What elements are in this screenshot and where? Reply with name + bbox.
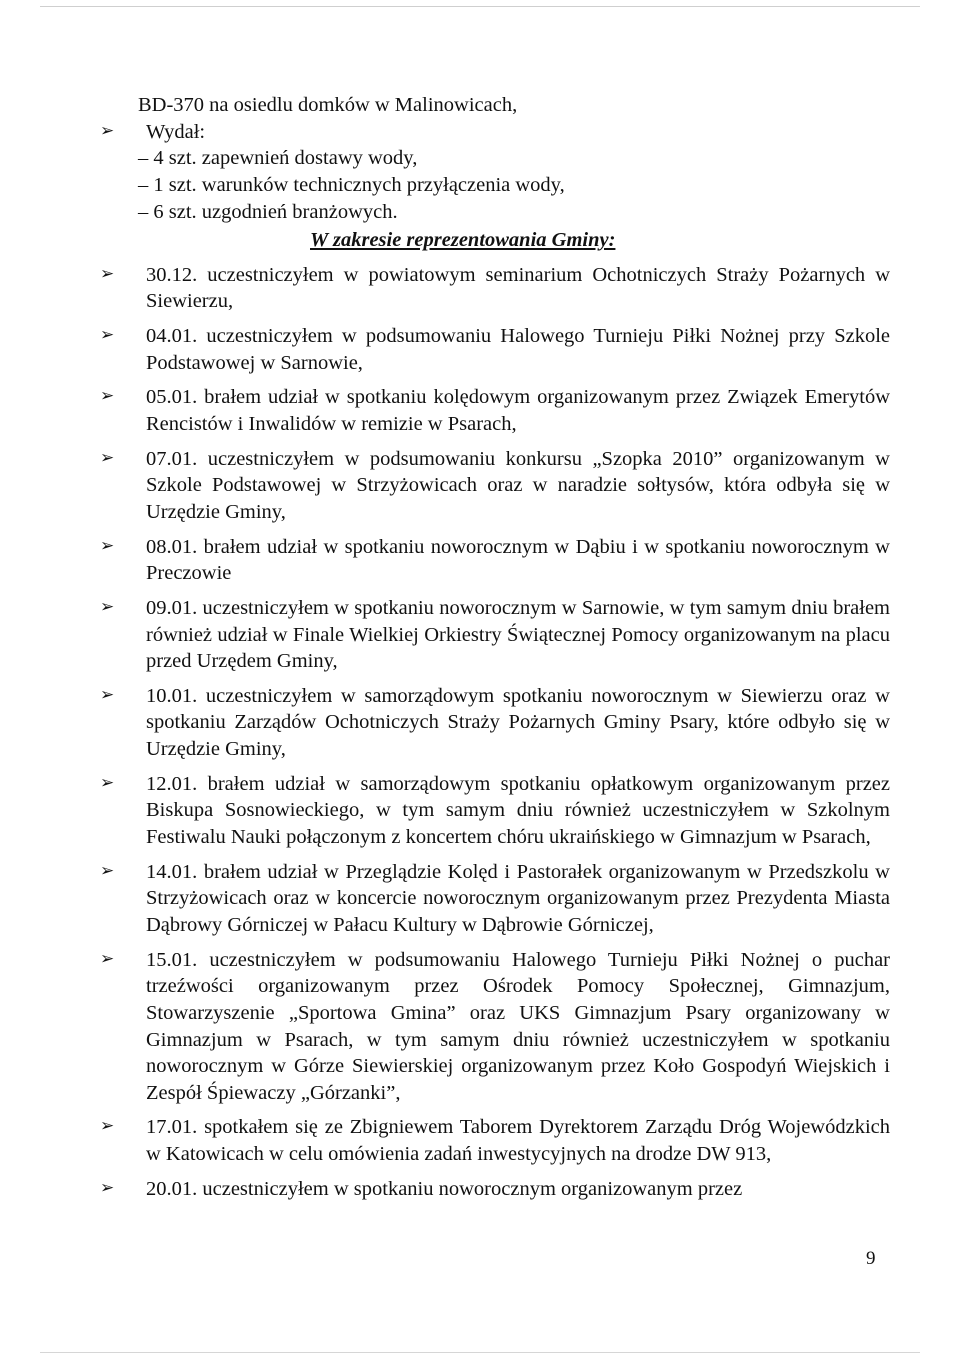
arrowhead-bullet-icon: ➢ [100, 684, 115, 705]
arrowhead-bullet-icon: ➢ [100, 860, 115, 881]
continued-line: BD-370 na osiedlu domków w Malinowicach, [138, 94, 518, 116]
activity-text: 08.01. brałem udział w spotkaniu noworocznym w Dąbiu i w spotkaniu noworocznym w Preczowie [146, 535, 890, 585]
issued-item: – 6 szt. uzgodnień branżowych. [138, 200, 398, 223]
activity-entry [100, 947, 890, 1107]
issued-item: – 4 szt. zapewnień dostawy wody, [138, 147, 418, 170]
arrowhead-bullet-icon: ➢ [100, 1177, 115, 1198]
activity-entry [100, 262, 890, 315]
activity-text: 09.01. uczestniczyłem w spotkaniu noworocznym w Sarnowie, w tym samym dniu brałem również udział w Finale Wielkiej Orkiestry Świątecznej Pomocy organizowanym na placu przed Urzędem Gminy, [146, 596, 890, 673]
activity-text: 05.01. brałem udział w spotkaniu kolędowym organizowanym przez Związek Emerytów Rencistów i Inwalidów w remizie w Psarach, [146, 386, 890, 436]
arrowhead-bullet-icon: ➢ [100, 325, 115, 346]
activity-entry [100, 446, 890, 526]
arrowhead-bullet-icon: ➢ [100, 120, 115, 141]
document-page [100, 92, 890, 1202]
arrowhead-bullet-icon: ➢ [100, 386, 115, 407]
activity-entry [100, 323, 890, 376]
section-heading: W zakresie reprezentowania Gminy: [310, 229, 616, 252]
activity-text: 30.12. uczestniczyłem w powiatowym seminarium Ochotniczych Straży Pożarnych w Siewierzu, [146, 263, 890, 313]
arrowhead-bullet-icon: ➢ [100, 596, 115, 617]
activity-entry [100, 534, 890, 587]
arrowhead-bullet-icon: ➢ [100, 447, 115, 468]
activity-entry [100, 1114, 890, 1167]
activity-text: 10.01. uczestniczyłem w samorządowym spotkaniu noworocznym w Siewierzu oraz w spotkaniu Zarządów Ochotniczych Straży Pożarnych Gminy Psary, które odbyło się w Urzędzie Gminy, [146, 684, 890, 761]
activity-entry [100, 1176, 890, 1203]
activity-entry [100, 683, 890, 763]
issued-heading: Wydał: [146, 120, 206, 143]
activity-text: 04.01. uczestniczyłem w podsumowaniu Halowego Turnieju Piłki Nożnej przy Szkole Podstawowej w Sarnowie, [146, 325, 890, 374]
activity-text: 14.01. brałem udział w Przeglądzie Kolęd i Pastorałek organizowanym w Przedszkolu w Strzyżowicach oraz w koncercie noworocznym organizowanym przez Prezydenta Miasta Dąbrowy Górniczej w Pałacu Kultury w Dąbrowie Górniczej, [146, 860, 890, 936]
activity-entry [100, 384, 890, 437]
issued-heading-entry [100, 119, 890, 146]
arrowhead-bullet-icon: ➢ [100, 948, 115, 969]
arrowhead-bullet-icon: ➢ [100, 263, 115, 284]
activity-entry [100, 595, 890, 675]
activity-text: 15.01. uczestniczyłem w podsumowaniu Halowego Turnieju Piłki Nożnej o puchar trzeźwości organizowanym przez Ośrodek Pomocy Społecznej, Gimnazjum, Stowarzyszenie „Sportowa Gmina” oraz UKS Gimnazjum Psary organizowany w Gimnazjum w Psarach, w tym samym dniu również uczestniczyłem w spotkaniu noworocznym w Górze Siewierskiej organizowanym przez Koło Gospodyń Wiejskich i Zespół Śpiewaczy „Górzanki”, [146, 948, 890, 1104]
issued-items-list [100, 145, 890, 225]
activity-text: 07.01. uczestniczyłem w podsumowaniu konkursu „Szopka 2010” organizowanym w Szkole Podstawowej w Strzyżowicach oraz w naradzie sołtysów, która odbyła się w Urzędzie Gminy, [146, 447, 890, 523]
arrowhead-bullet-icon: ➢ [100, 535, 115, 556]
activity-text: 20.01. uczestniczyłem w spotkaniu noworocznym organizowanym przez [146, 1177, 743, 1200]
arrowhead-bullet-icon: ➢ [100, 772, 115, 793]
page-number: 9 [866, 1248, 876, 1269]
activity-text: 17.01. spotkałem się ze Zbigniewem Taborem Dyrektorem Zarządu Dróg Wojewódzkich w Katowicach w celu omówienia zadań inwestycyjnych na drodze DW 913, [146, 1116, 890, 1166]
scan-edge-top [40, 6, 920, 7]
scan-edge-bottom [40, 1352, 920, 1353]
activity-entry [100, 771, 890, 851]
issued-item: – 1 szt. warunków technicznych przyłączenia wody, [138, 173, 565, 196]
activity-entry [100, 859, 890, 939]
activity-text: 12.01. brałem udział w samorządowym spotkaniu opłatkowym organizowanym przez Biskupa Sosnowieckiego, w tym samym dniu również uczestniczyłem w Szkolnym Festiwalu Nauki połączonym z koncertem chóru ukraińskiego w Gimnazjum w Psarach, [146, 772, 890, 849]
arrowhead-bullet-icon: ➢ [100, 1116, 115, 1137]
